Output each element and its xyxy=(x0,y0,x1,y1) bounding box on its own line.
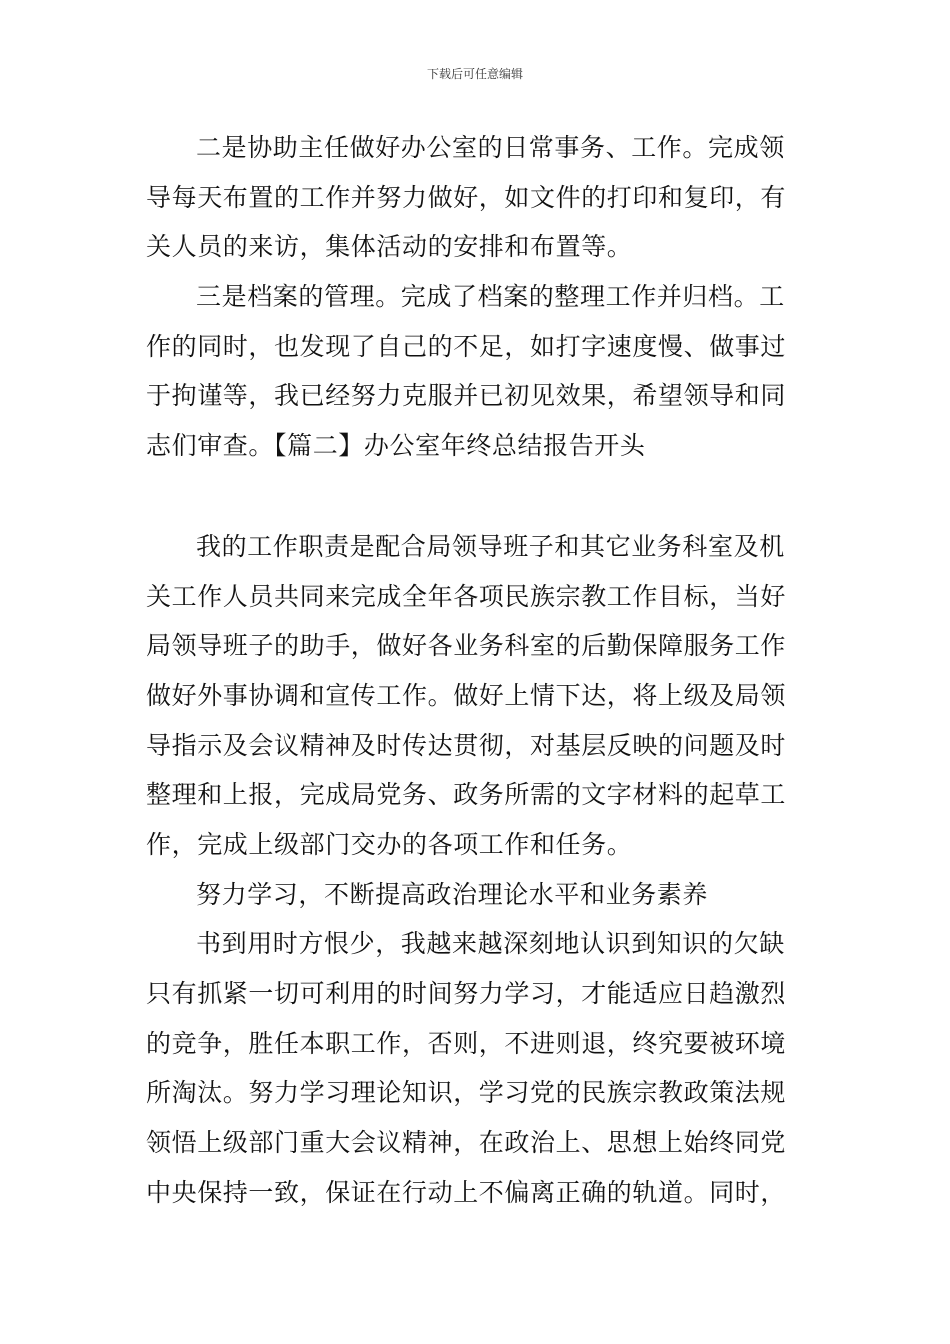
text-line: 志们审查。【篇二】办公室年终总结报告开头 xyxy=(146,431,646,460)
text-line: 导每天布置的工作并努力做好，如文件的打印和复印，有 xyxy=(146,183,787,212)
text-line: 整理和上报，完成局党务、政务所需的文字材料的起草工 xyxy=(146,780,787,809)
text-line: 二是协助主任做好办公室的日常事务、工作。完成领 xyxy=(196,133,785,162)
text-line: 关人员的来访，集体活动的安排和布置等。 xyxy=(146,232,633,261)
text-line: 所淘汰。努力学习理论知识，学习党的民族宗教政策法规 xyxy=(146,1078,787,1107)
text-line: 领悟上级部门重大会议精神，在政治上、思想上始终同党 xyxy=(146,1128,787,1157)
text-line: 局领导班子的助手，做好各业务科室的后勤保障服务工作 xyxy=(146,631,787,660)
text-line: 三是档案的管理。完成了档案的整理工作并归档。工 xyxy=(196,282,785,311)
text-line: 于拘谨等，我已经努力克服并已初见效果，希望领导和同 xyxy=(146,381,787,410)
text-line: 作，完成上级部门交办的各项工作和任务。 xyxy=(146,830,633,859)
text-line: 我的工作职责是配合局领导班子和其它业务科室及机 xyxy=(196,532,785,561)
text-line: 的竞争，胜任本职工作，否则，不进则退，终究要被环境 xyxy=(146,1029,787,1058)
text-line: 只有抓紧一切可利用的时间努力学习，才能适应日趋激烈 xyxy=(146,979,787,1008)
text-line: 中央保持一致，保证在行动上不偏离正确的轨道。同时， xyxy=(146,1178,787,1207)
text-line: 作的同时，也发现了自己的不足，如打字速度慢、做事过 xyxy=(146,332,787,361)
text-line: 做好外事协调和宣传工作。做好上情下达，将上级及局领 xyxy=(146,681,787,710)
text-line: 关工作人员共同来完成全年各项民族宗教工作目标，当好 xyxy=(146,582,787,611)
page-header: 下载后可任意编辑 xyxy=(426,67,523,81)
section-heading: 努力学习，不断提高政治理论水平和业务素养 xyxy=(196,880,709,909)
text-line: 书到用时方恨少，我越来越深刻地认识到知识的欠缺 xyxy=(196,929,785,958)
text-line: 导指示及会议精神及时传达贯彻，对基层反映的问题及时 xyxy=(146,731,787,760)
